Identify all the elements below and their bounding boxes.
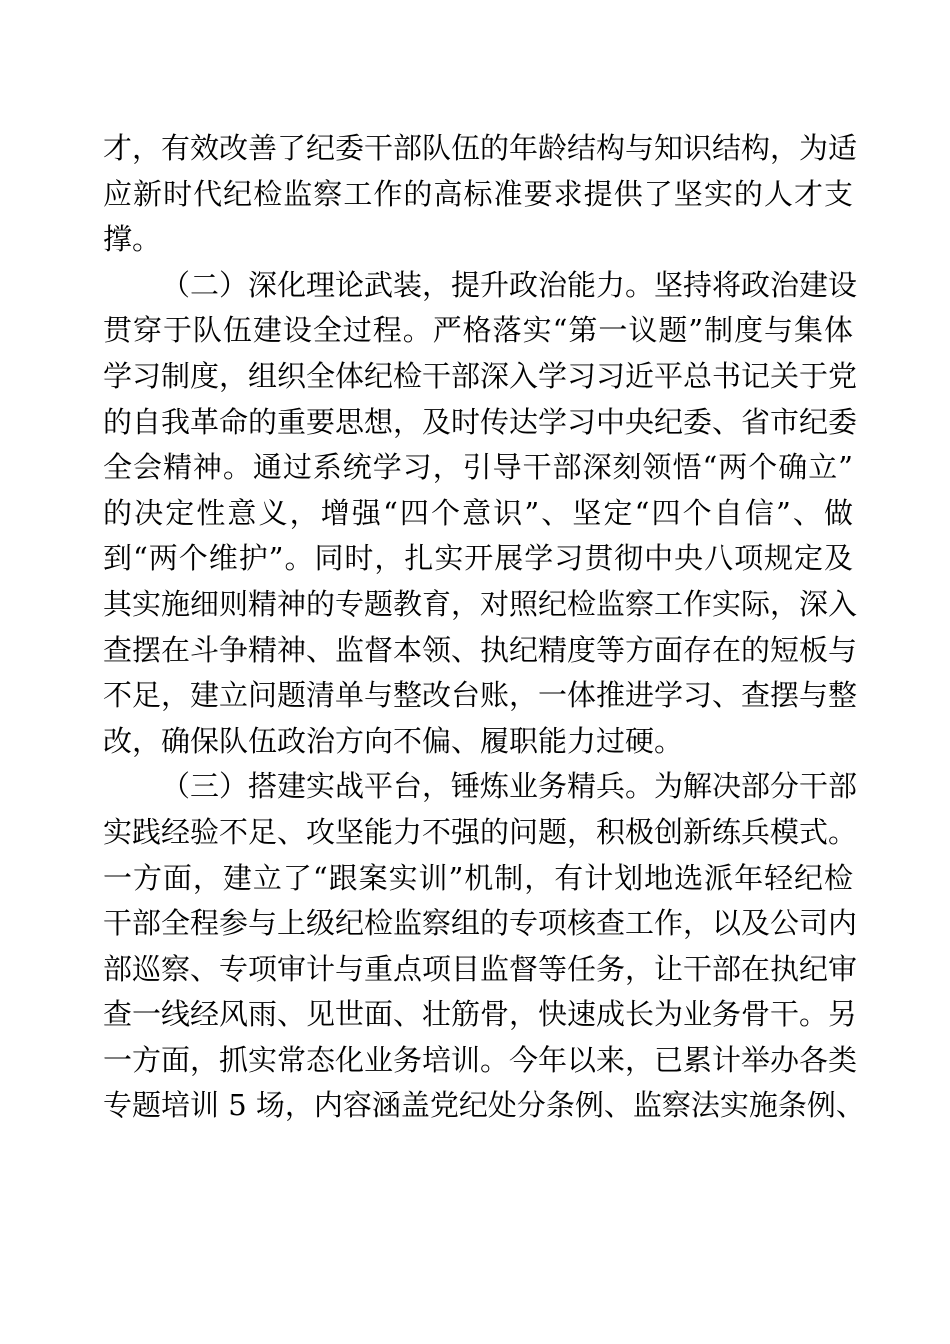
- text-line: 实践经验不足、攻坚能力不强的问题，积极创新练兵模式。: [103, 814, 858, 849]
- body-text: [103, 126, 865, 1129]
- text-line: 撑。: [103, 222, 162, 257]
- text-line: 学习制度，组织全体纪检干部深入学习习近平总书记关于党: [103, 358, 858, 393]
- text-line: 查一线经风雨、见世面、壮筋骨，快速成长为业务骨干。另: [103, 997, 858, 1032]
- text-line: 到“两个维护”。同时，扎实开展学习贯彻中央八项规定及: [103, 541, 853, 576]
- text-line: 贯穿于队伍建设全过程。严格落实“第一议题”制度与集体: [103, 313, 853, 348]
- text-line: 一方面，建立了“跟案实训”机制，有计划地选派年轻纪检: [103, 860, 853, 895]
- text-line: 干部全程参与上级纪检监察组的专项核查工作，以及公司内: [103, 906, 858, 941]
- paragraph-first-line: （三）搭建实战平台，锤炼业务精兵。为解决部分干部: [161, 769, 858, 804]
- text-line: 专题培训 5 场，内容涵盖党纪处分条例、监察法实施条例、: [103, 1088, 865, 1123]
- text-line: 查摆在斗争精神、监督本领、执纪精度等方面存在的短板与: [103, 632, 858, 667]
- text-line: 一方面，抓实常态化业务培训。今年以来，已累计举办各类: [103, 1042, 858, 1077]
- text-line: 应新时代纪检监察工作的高标准要求提供了坚实的人才支: [103, 176, 853, 211]
- text-line: 全会精神。通过系统学习，引导干部深刻领悟“两个确立”: [103, 450, 853, 485]
- text-line: 其实施细则精神的专题教育，对照纪检监察工作实际，深入: [103, 586, 858, 621]
- text-line: 部巡察、专项审计与重点项目监督等任务，让干部在执纪审: [103, 951, 858, 986]
- paragraph-first-line: （二）深化理论武装，提升政治能力。坚持将政治建设: [161, 267, 858, 302]
- text-line: 改，确保队伍政治方向不偏、履职能力过硬。: [103, 723, 684, 758]
- text-line: 不足，建立问题清单与整改台账，一体推进学习、查摆与整: [103, 678, 858, 713]
- text-line: 的自我革命的重要思想，及时传达学习中央纪委、省市纪委: [103, 404, 858, 439]
- text-line: 才，有效改善了纪委干部队伍的年龄结构与知识结构，为适: [103, 131, 858, 165]
- text-line: 的决定性意义，增强“四个意识”、坚定“四个自信”、做: [103, 495, 853, 530]
